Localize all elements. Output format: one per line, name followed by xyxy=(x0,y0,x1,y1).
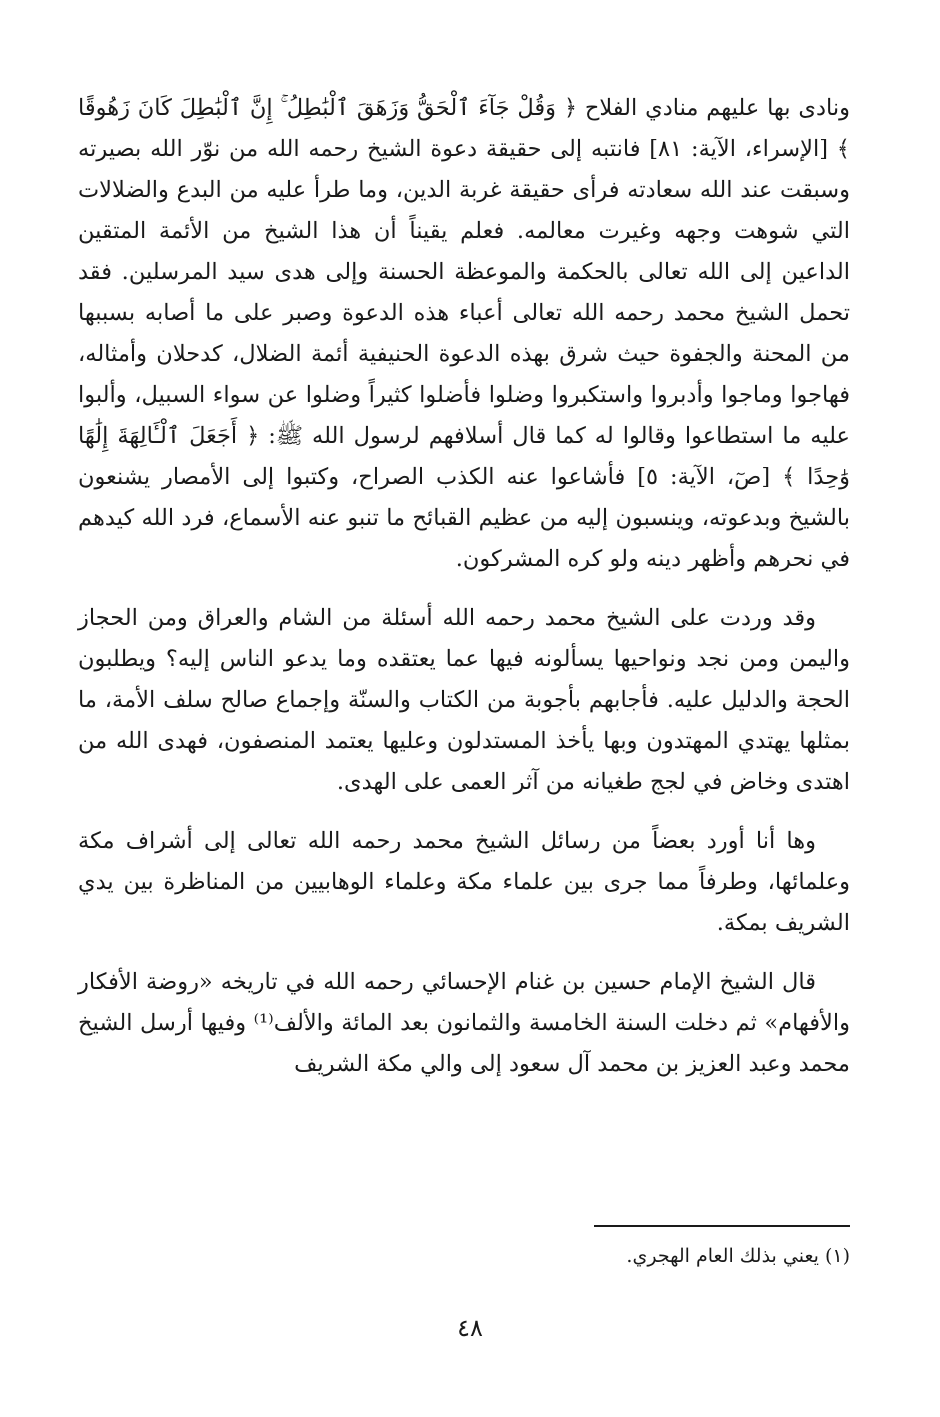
paragraph-1: ونادى بها عليهم منادي الفلاح ﴿ وَقُلْ جَآءَ ٱلْحَقُّ وَزَهَقَ ٱلْبَٰطِلُ ۚ إِنَّ ٱلْبَٰطِلَ كَانَ زَهُوقًا ﴾ [الإسراء، الآية: ٨١] فانتبه إلى حقيقة دعوة الشيخ رحمه الله من نوّر الله بصيرته وسبقت عند الله سعادته فرأى حقيقة غربة الدين، وما طرأ عليه من البدع والضلالات التي شوهت وجهه وغيرت معالمه. فعلم يقيناً أن هذا الشيخ من الأئمة المتقين الداعين إلى الله تعالى بالحكمة والموعظة الحسنة وإلى هدى سيد المرسلين. فقد تحمل الشيخ محمد رحمه الله تعالى أعباء هذه الدعوة وصبر على ما أصابه بسببها من المحنة والجفوة حيث شرق بهذه الدعوة الحنيفية أئمة الضلال، كدحلان وأمثاله، فهاجوا وماجوا وأدبروا واستكبروا وضلوا فأضلوا كثيراً وضلوا عن سواء السبيل، وألبوا عليه ما استطاعوا وقالوا له كما قال أسلافهم لرسول الله ﷺ: ﴿ أَجَعَلَ ٱلْـَٔالِهَةَ إِلَٰهًا وَٰحِدًا ﴾ [صٓ، الآية: ٥] فأشاعوا عنه الكذب الصراح، وكتبوا إلى الأمصار يشنعون بالشيخ وبدعوته، وينسبون إليه من عظيم القبائح ما تنبو عنه الأسماع، فرد الله كيدهم في نحرهم وأظهر دينه ولو كره المشركون. xyxy=(78,95,851,572)
paragraph-2: وقد وردت على الشيخ محمد رحمه الله أسئلة من الشام والعراق ومن الحجاز واليمن ومن نجد ونواحيها يسألونه فيها عما يعتقده وما يدعو الناس إليه؟ ويطلبون الحجة والدليل عليه. فأجابهم بأجوبة من الكتاب والسنّة وإجماع صالح سلف الأمة، ما بمثلها يهتدي المهتدون وبها يأخذ المستدلون وعليها يعتمد المنصفون، فهدى الله من اهتدى وخاض في لجج طغيانه من آثر العمى على الهدى. xyxy=(78,605,850,795)
paragraph-3: وها أنا أورد بعضاً من رسائل الشيخ محمد رحمه الله تعالى إلى أشراف مكة وعلمائها، وطرفاً مما جرى بين علماء مكة وعلماء الوهابيين من المناظرة بين يدي الشريف بمكة. xyxy=(78,828,850,936)
page-number: ٤٨ xyxy=(457,1314,483,1342)
paragraph-4: قال الشيخ الإمام حسين بن غنام الإحسائي رحمه الله في تاريخه «روضة الأفكار والأفهام» ثم دخلت السنة الخامسة والثمانون بعد المائة والألف⁽¹⁾ وفيها أرسل الشيخ محمد وعبد العزيز بن محمد آل سعود إلى والي مكة الشريف xyxy=(78,969,850,1077)
footnote: (١) يعني بذلك العام الهجري. xyxy=(626,1245,850,1267)
footnote-divider xyxy=(594,1225,850,1227)
page-body xyxy=(78,88,850,1103)
